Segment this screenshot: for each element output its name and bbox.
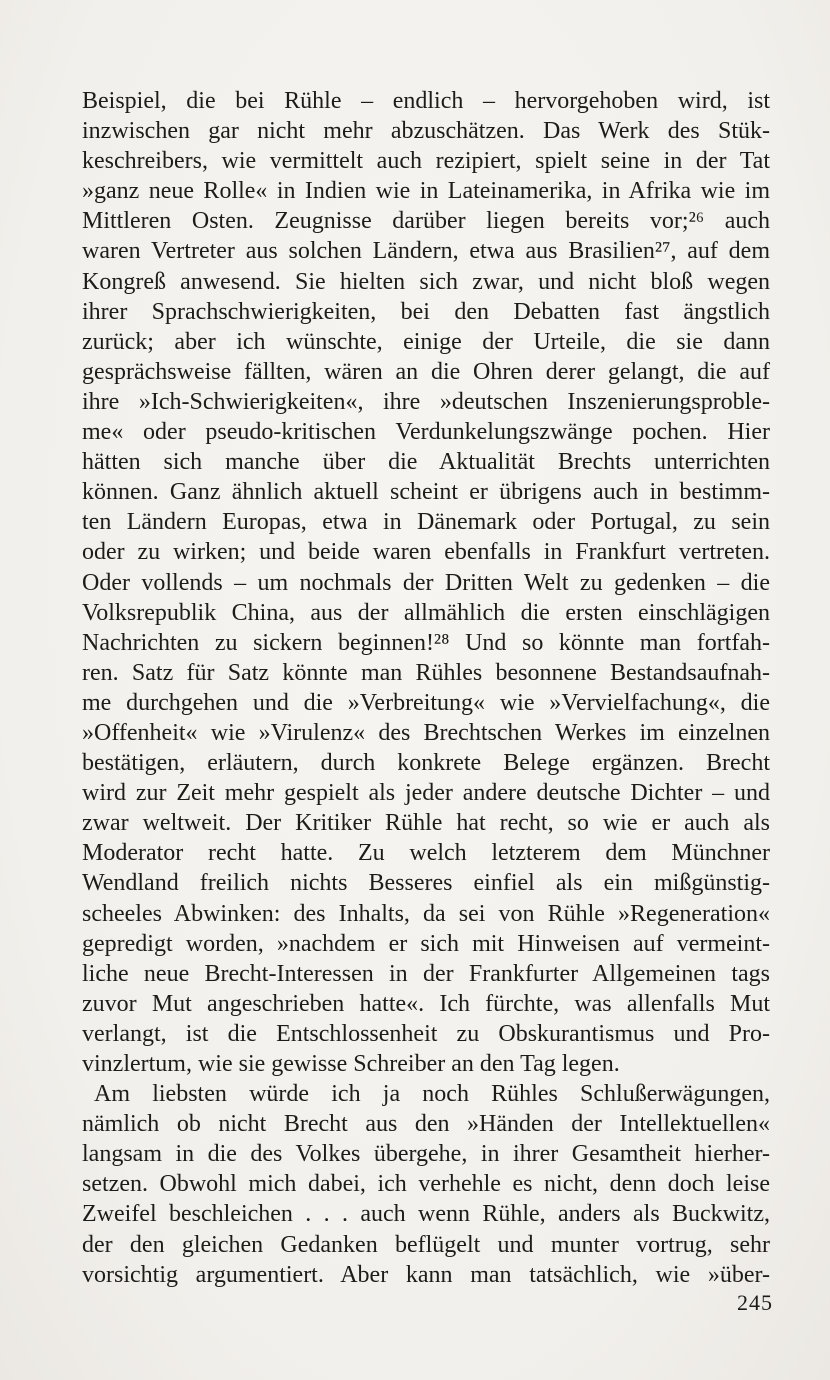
text-line: setzen. Obwohl mich dabei, ich verhehle es nicht, denn doch leise <box>82 1171 770 1198</box>
text-line: scheeles Abwinken: des Inhalts, da sei von Rühle »Regeneration« <box>82 900 770 927</box>
text-line: Beispiel, die bei Rühle – endlich – hervorgehoben wird, ist <box>82 88 770 114</box>
text-line: me durchgehen und die »Verbreitung« wie »Vervielfachung«, die <box>82 689 770 716</box>
text-line: vinzlertum, wie sie gewisse Schreiber an den Tag legen. <box>82 1051 620 1077</box>
text-line: Zweifel beschleichen . . . auch wenn Rühle, anders als Buckwitz, <box>82 1201 770 1228</box>
text-line: liche neue Brecht-Interessen in der Frankfurter Allgemeinen tags <box>82 960 770 987</box>
text-line: »Offenheit« wie »Virulenz« des Brechtschen Werkes im einzelnen <box>82 719 770 746</box>
page-number: 245 <box>737 1290 773 1315</box>
text-line: Wendland freilich nichts Besseres einfiel als ein mißgünstig- <box>82 870 770 897</box>
text-line: zwar weltweit. Der Kritiker Rühle hat recht, so wie er auch als <box>82 810 770 837</box>
text-line: Kongreß anwesend. Sie hielten sich zwar, und nicht bloß wegen <box>82 268 770 295</box>
body-text <box>82 86 770 1290</box>
text-line: können. Ganz ähnlich aktuell scheint er übrigens auch in bestimm- <box>82 479 770 506</box>
text-line: ihre »Ich-Schwierigkeiten«, ihre »deutschen Inszenierungsproble- <box>82 388 770 415</box>
text-line: zuvor Mut angeschrieben hatte«. Ich fürchte, was allenfalls Mut <box>82 990 770 1017</box>
text-line: ren. Satz für Satz könnte man Rühles besonnene Bestandsaufnah- <box>82 659 770 686</box>
text-line: wird zur Zeit mehr gespielt als jeder andere deutsche Dichter – und <box>82 780 770 807</box>
text-line: gesprächsweise fällten, wären an die Ohren derer gelangt, die auf <box>82 358 770 385</box>
text-line: inzwischen gar nicht mehr abzuschätzen. Das Werk des Stük- <box>82 118 770 145</box>
text-line: me« oder pseudo-kritischen Verdunkelungszwänge pochen. Hier <box>82 419 770 446</box>
text-line: hätten sich manche über die Aktualität Brechts unterrichten <box>82 449 770 476</box>
text-line: nämlich ob nicht Brecht aus den »Händen der Intellektuellen« <box>82 1111 770 1138</box>
text-line: ihrer Sprachschwierigkeiten, bei den Debatten fast ängstlich <box>82 298 770 325</box>
text-line: Nachrichten zu sickern beginnen!²⁸ Und so könnte man fortfah- <box>82 629 770 656</box>
text-line: Volksrepublik China, aus der allmählich die ersten einschlägigen <box>82 599 770 626</box>
text-line: waren Vertreter aus solchen Ländern, etwa aus Brasilien²⁷, auf dem <box>82 238 770 265</box>
text-line: langsam in die des Volkes übergehe, in ihrer Gesamtheit hierher- <box>82 1141 770 1168</box>
text-line: keschreibers, wie vermittelt auch rezipiert, spielt seine in der Tat <box>82 148 770 175</box>
text-line: ten Ländern Europas, etwa in Dänemark oder Portugal, zu sein <box>82 509 770 536</box>
text-line: zurück; aber ich wünschte, einige der Urteile, die sie dann <box>82 328 770 355</box>
text-line: Oder vollends – um nochmals der Dritten Welt zu gedenken – die <box>82 569 770 596</box>
text-line: Mittleren Osten. Zeugnisse darüber liegen bereits vor;²⁶ auch <box>82 208 770 235</box>
text-line: vorsichtig argumentiert. Aber kann man tatsächlich, wie »über- <box>82 1261 770 1288</box>
text-line: verlangt, ist die Entschlossenheit zu Obskurantismus und Pro- <box>82 1020 770 1047</box>
text-line: Am liebsten würde ich ja noch Rühles Schlußerwägungen, <box>94 1081 770 1108</box>
text-line: »ganz neue Rolle« in Indien wie in Lateinamerika, in Afrika wie im <box>82 178 770 205</box>
text-line: Moderator recht hatte. Zu welch letzterem dem Münchner <box>82 840 770 867</box>
text-line: oder zu wirken; und beide waren ebenfalls in Frankfurt vertreten. <box>82 539 770 566</box>
text-line: gepredigt worden, »nachdem er sich mit Hinweisen auf vermeint- <box>82 930 770 957</box>
text-line: der den gleichen Gedanken beflügelt und munter vortrug, sehr <box>82 1231 770 1258</box>
text-line: bestätigen, erläutern, durch konkrete Belege ergänzen. Brecht <box>82 750 770 777</box>
